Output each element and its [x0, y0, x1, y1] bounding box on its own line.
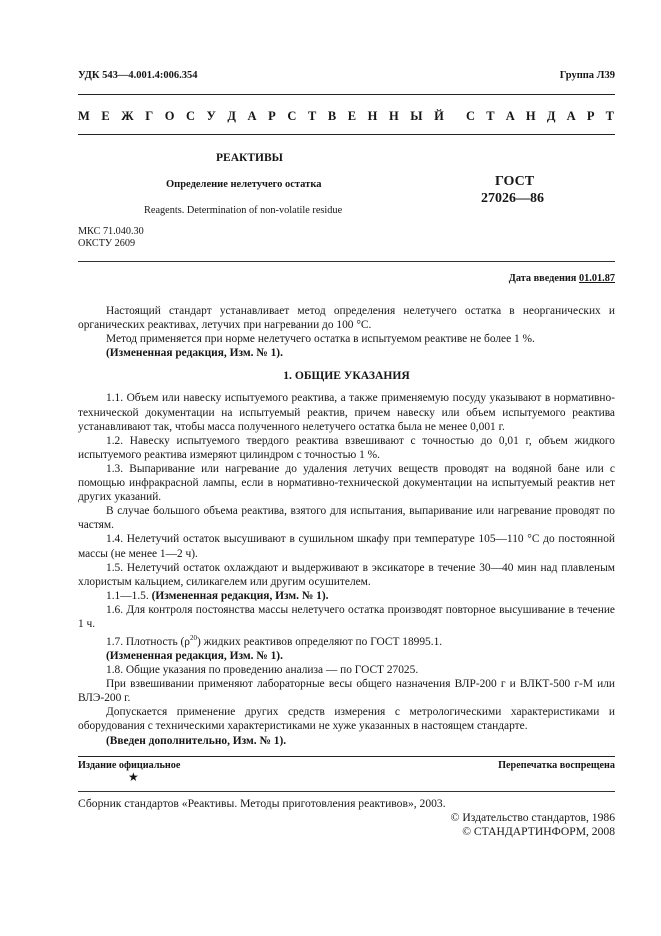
amendment-note: (Измененная редакция, Изм. № 1). — [151, 589, 329, 602]
document-subtitle: Определение нелетучего остатка — [166, 179, 322, 190]
banner-word-2 — [466, 109, 614, 124]
clause-1-3: 1.3. Выпаривание или нагревание до удаления летучих веществ проводят на водяной бане или с помощью инфракрасной лампы, если в нормативно-технической документации на испытуемый реактив нет других указаний. — [78, 462, 615, 504]
footer-rule — [78, 756, 615, 757]
clause-1-7-text-a: 1.7. Плотность (ρ — [106, 635, 190, 648]
amendment-note: (Введен дополнительно, Изм. № 1). — [106, 734, 287, 747]
banner-letter: О — [164, 109, 175, 123]
banner-letter: Р — [268, 109, 276, 123]
clause-1-4: 1.4. Нелетучий остаток высушивают в сушильном шкафу при температуре 105—110 °С до постоянной массы (не менее 1—2 ч). — [78, 533, 615, 560]
official-edition: Издание официальное — [78, 760, 181, 771]
banner-letter: Е — [347, 109, 357, 123]
clause-1-8-scales: При взвешивании применяют лабораторные весы общего назначения ВЛР-200 г и ВЛКТ-500 г-М или ВЛЭ-200 г. — [78, 678, 615, 705]
clause-1-7 — [78, 631, 615, 649]
header-rule — [78, 94, 615, 95]
banner-letter: С — [287, 109, 297, 123]
banner-letter: Н — [525, 109, 536, 123]
banner-letter: Е — [101, 109, 110, 123]
banner-letter: Й — [434, 109, 444, 123]
group-code: Группа Л39 — [559, 70, 615, 81]
clause-1-2: 1.2. Навеску испытуемого твердого реактива взвешивают с точностью до 0,01 г, объем жидкого испытуемого реактива измеряют цилиндром с точностью 1 %. — [78, 434, 615, 461]
banner-letter: Д — [546, 109, 556, 123]
clause-1-8-other: Допускается применение других средств измерения с метрологическими характеристиками и оборудования с техническими характеристиками не хуже указанных в настоящем стандарте. — [78, 706, 615, 733]
mks-code: МКС 71.040.30 — [78, 226, 144, 237]
gost-number: 27026—86 — [481, 191, 544, 206]
amendment-note: (Измененная редакция, Изм. № 1). — [106, 649, 283, 662]
banner-letter: Н — [388, 109, 399, 123]
banner-letter: Н — [367, 109, 378, 123]
codes-rule — [78, 261, 615, 262]
banner-letter: Т — [605, 109, 614, 123]
document-title: РЕАКТИВЫ — [216, 152, 283, 164]
english-title: Reagents. Determination of non-volatile residue — [144, 205, 343, 216]
banner-letter: Д — [227, 109, 236, 123]
clause-1-5: 1.5. Нелетучий остаток охлаждают и выдерживают в эксикаторе в течение 30—40 мин над плавленым хлористым кальцием, силикагелем или другим осушителем. — [78, 561, 615, 588]
collection-reference: Сборник стандартов «Реактивы. Методы приготовления реактивов», 2003. — [78, 797, 446, 810]
banner-word-1 — [78, 109, 444, 124]
clause-1-3-cont: В случае большого объема реактива, взятого для испытания, выпаривание или нагревание проводят по частям. — [78, 505, 615, 532]
footer-rule-2 — [78, 791, 615, 792]
paragraph: Метод применяется при норме нелетучего остатка в испытуемом реактиве не более 1 %. — [106, 333, 535, 346]
banner-letter: В — [327, 109, 337, 123]
udk-code: УДК 543—4.001.4:006.354 — [78, 70, 198, 81]
document-body — [78, 304, 615, 748]
banner-letter: У — [206, 109, 216, 123]
banner-rule — [78, 134, 615, 135]
banner-letter: Ж — [121, 109, 134, 123]
banner-letter: С — [466, 109, 476, 123]
banner-letter: М — [78, 109, 90, 123]
banner-letter: А — [505, 109, 515, 123]
clause-1-7-text-b: ) жидких реактивов определяют по ГОСТ 18995.1. — [197, 635, 443, 648]
gost-label: ГОСТ — [495, 174, 535, 189]
banner-letter: А — [247, 109, 257, 123]
intro-date-value: 01.01.87 — [578, 273, 615, 284]
copyright-1986: © Издательство стандартов, 1986 — [450, 811, 615, 824]
banner-letter: Р — [586, 109, 595, 123]
clause-1-6: 1.6. Для контроля постоянства массы нелетучего остатка производят повторное высушивание в течение 1 ч. — [78, 603, 615, 630]
clause-1-8: 1.8. Общие указания по проведению анализа — по ГОСТ 27025. — [106, 664, 419, 677]
banner-letter: Т — [307, 109, 317, 123]
section-heading: 1. ОБЩИЕ УКАЗАНИЯ — [283, 369, 410, 383]
reprint-prohibited: Перепечатка воспрещена — [498, 760, 615, 771]
star-mark: ★ — [128, 770, 139, 784]
clause-range: 1.1—1.5. — [106, 589, 152, 602]
copyright-2008: © СТАНДАРТИНФОРМ, 2008 — [462, 825, 615, 838]
interstate-standard-banner — [78, 109, 614, 124]
clause-1-1: 1.1. Объем или навеску испытуемого реактива, а также применяемую посуду указывают в нормативно-технической документации на испытуемый реактив, причем навеску или объем испытуемого реактива устанавливают так, чтобы масса полученного нелетучего остатка была не менее 0,001 г. — [78, 392, 615, 433]
banner-letter: Г — [145, 109, 154, 123]
amendment-note: (Измененная редакция, Изм. № 1). — [106, 347, 283, 360]
intro-date — [509, 273, 615, 284]
banner-letter: А — [566, 109, 576, 123]
clause-1-1-1-5-note — [78, 589, 615, 603]
banner-letter: С — [186, 109, 196, 123]
okstu-code: ОКСТУ 2609 — [78, 238, 136, 249]
banner-letter: Ы — [410, 109, 423, 123]
density-superscript: 20 — [190, 634, 197, 643]
paragraph: Настоящий стандарт устанавливает метод определения нелетучего остатка в неорганических и органических реактивах, летучих при нагревании до 100 °С. — [78, 305, 615, 332]
intro-date-label: Дата введения — [508, 273, 579, 284]
banner-letter: Т — [486, 109, 495, 123]
